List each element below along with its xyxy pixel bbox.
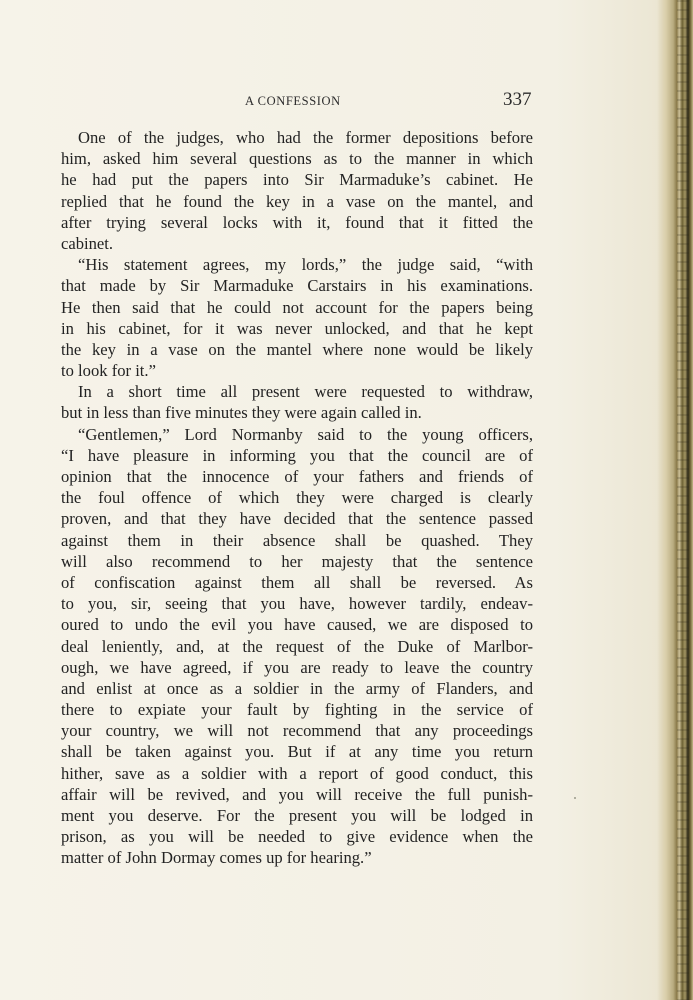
text-line: hither, save as a soldier with a report of good conduct, this — [61, 763, 533, 783]
text-line: will also recommend to her majesty that the sentence — [61, 551, 533, 571]
text-line: prison, as you will be needed to give evidence when the — [61, 827, 533, 847]
text-line: deal leniently, and, at the request of the Duke of Marlbor- — [61, 636, 533, 656]
text-line: affair will be revived, and you will receive the full punish- — [61, 784, 533, 804]
text-line: the key in a vase on the mantel where none would be likely — [61, 339, 533, 359]
paper-speck — [574, 797, 576, 799]
text-line: ough, we have agreed, if you are ready to leave the country — [61, 657, 533, 677]
text-line: that made by Sir Marmaduke Carstairs in his examinations. — [61, 276, 533, 296]
text-line: of confiscation against them all shall be reversed. As — [61, 572, 533, 592]
text-line: cabinet. — [61, 233, 114, 253]
text-line: “I have pleasure in informing you that the council are of — [61, 445, 533, 465]
text-line: In a short time all present were requested to withdraw, — [78, 382, 533, 402]
text-line: He then said that he could not account for the papers being — [61, 297, 533, 317]
text-line: “His statement agrees, my lords,” the judge said, “with — [78, 255, 533, 275]
text-line: matter of John Dormay comes up for hearing.” — [61, 848, 372, 868]
text-line: him, asked him several questions as to the manner in which — [61, 149, 533, 169]
text-line: replied that he found the key in a vase on the mantel, and — [61, 191, 533, 211]
text-line: there to expiate your fault by fighting in the service of — [61, 700, 533, 720]
text-line: to you, sir, seeing that you have, however tardily, endeav- — [61, 594, 533, 614]
text-line: the foul offence of which they were charged is clearly — [61, 488, 533, 508]
page-number: 337 — [503, 89, 532, 110]
text-line: oured to undo the evil you have caused, we are disposed to — [61, 615, 533, 635]
text-line: your country, we will not recommend that any proceedings — [61, 721, 533, 741]
text-line: he had put the papers into Sir Marmaduke’s cabinet. He — [61, 170, 533, 190]
text-line: proven, and that they have decided that the sentence passed — [61, 509, 533, 529]
page-header — [0, 89, 693, 112]
text-line: opinion that the innocence of your fathers and friends of — [61, 467, 533, 486]
text-line: “Gentlemen,” Lord Normanby said to the young officers, — [78, 424, 533, 444]
text-line: to look for it.” — [61, 361, 156, 381]
running-head: A CONFESSION — [245, 94, 341, 108]
text-line: One of the judges, who had the former depositions before — [78, 128, 533, 147]
text-line: and enlist at once as a soldier in the army of Flanders, and — [61, 678, 533, 698]
text-line: shall be taken against you. But if at any time you return — [61, 742, 533, 762]
text-line: ment you deserve. For the present you will be lodged in — [61, 806, 533, 825]
text-line: but in less than five minutes they were again called in. — [61, 403, 422, 423]
body-text — [61, 127, 533, 869]
text-line: after trying several locks with it, found that it fitted the — [61, 212, 533, 232]
text-line: in his cabinet, for it was never unlocked, and that he kept — [61, 318, 533, 338]
book-spine-texture — [677, 0, 689, 1000]
text-line: against them in their absence shall be quashed. They — [61, 530, 533, 550]
